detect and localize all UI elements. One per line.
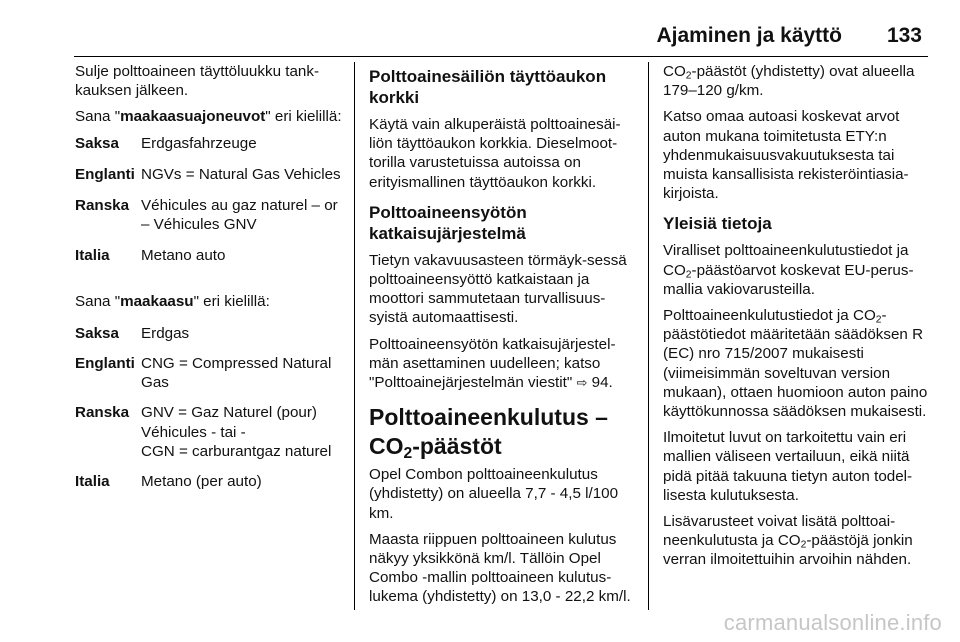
- column-divider-2: [648, 62, 649, 610]
- watermark: carmanualsonline.info: [723, 610, 942, 635]
- intro-paragraph: Sulje polttoaineen täyttöluukku tank-kauksen jälkeen.: [75, 63, 320, 100]
- table-row: Saksa Erdgas: [75, 324, 190, 342]
- fuel-cutoff-reset-paragraph: Polttoaineensyötön katkaisujärjestel-män asettaminen uudelleen; katso "Polttoainejärjestelmän viestit" ⇨ 94.: [369, 335, 616, 392]
- column-2: [369, 62, 635, 614]
- chapter-title: Ajaminen ja käyttö: [656, 24, 842, 47]
- comparison-paragraph: Ilmoitetut luvut on tarkoitettu vain eri mallien väliseen vertailuun, eikä niitä pidä pitää takuuna tietyn auton todel-lisesta kulutuksesta.: [663, 429, 913, 504]
- header-divider: [74, 56, 928, 57]
- co2-range-paragraph: $CO_2$-päästöt (yhdistetty) ovat alueella 179–120 g/km.: [663, 63, 915, 100]
- official-data-paragraph: Viralliset polttoaineenkulutustiedot ja $CO_2$-päästöarvot koskevat EU-perus-mallia vakiovarusteilla.: [663, 242, 914, 298]
- heading-consumption: Polttoaineenkulutus – $CO_2$-päästöt: [369, 404, 608, 463]
- accessories-paragraph: Lisävarusteet voivat lisätä polttoai-neenkulutusta ja $CO_2$-päästöjä jonkin verran ilmoitettuihin arvoihin nähden.: [663, 513, 913, 569]
- table-row: Italia Metano auto: [75, 247, 226, 265]
- heading-general-info: Yleisiä tietoja: [663, 214, 772, 234]
- page-number: 133: [886, 24, 922, 47]
- page-reference-icon: ⇨: [576, 375, 588, 391]
- heading-fuel-cutoff: Polttoaineensyötön katkaisujärjestelmä: [369, 202, 527, 243]
- column-1: [75, 62, 343, 502]
- sana2-paragraph: Sana "maakaasu" eri kielillä:: [75, 292, 270, 310]
- table-row: Saksa Erdgasfahrzeuge: [75, 134, 257, 152]
- page-header: [0, 0, 960, 56]
- consumption-kml-paragraph: Maasta riippuen polttoaineen kulutus näkyy yksikkönä km/l. Tällöin Opel Combo -mallin polttoaineen kulutus-lukema (yhdistetty) on 13,0 - 22,2 km/l.: [369, 530, 631, 606]
- reference-values-paragraph: Katso omaa autoasi koskevat arvot auton mukana toimitetusta ETY:n yhdenmukaisuusvakuutuksesta tai muista kansallisista rekisteröintiasia-kirjoista.: [663, 108, 909, 203]
- table-row: Englanti CNG = Compressed Natural Gas: [75, 355, 332, 392]
- table-row: Englanti NGVs = Natural Gas Vehicles: [75, 165, 341, 183]
- sana1-paragraph: Sana "maakaasuajoneuvot" eri kielillä:: [75, 108, 342, 126]
- column-3: [663, 62, 931, 577]
- term-maakaasuajoneuvot: maakaasuajoneuvot: [120, 108, 266, 126]
- column-divider-1: [354, 62, 355, 610]
- consumption-paragraph: Opel Combon polttoaineenkulutus (yhdistetty) on alueella 7,7 - 4,5 l/100 km.: [369, 466, 619, 522]
- language-table-1: [75, 134, 343, 266]
- table-row: Italia Metano (per auto): [75, 473, 262, 491]
- heading-fuel-cap: Polttoainesäiliön täyttöaukon korkki: [369, 67, 607, 107]
- fuel-cutoff-paragraph: Tietyn vakavuusasteen törmäyk-sessä polttoaineensyöttö katkaistaan ja moottori sammutetaan turvallisuus-syistä automaattisesti.: [369, 251, 627, 327]
- fuel-cap-paragraph: Käytä vain alkuperäistä polttoainesäi-liön täyttöaukon korkkia. Dieselmoot-torilla varustetuissa autoissa on erityismallinen täyttöaukon korkki.: [369, 116, 621, 191]
- term-maakaasu: maakaasu: [120, 292, 194, 310]
- table-row: Ranska GNV = Gaz Naturel (pour) Véhicules - tai - CGN = carburantgaz naturel: [75, 404, 332, 460]
- regulation-paragraph: Polttoaineenkulutustiedot ja $CO_2$-päästötiedot määritetään säädöksen R (EC) nro 715/2007 mukaisesti (viimeisimmän soveltuvan version mukaan), ottaen huomioon auton paino käyttökunnossa säädöksen mukaisesti.: [663, 307, 928, 421]
- table-row: Ranska Véhicules au gaz naturel – or – Véhicules GNV: [75, 197, 338, 234]
- language-table-2: [75, 324, 343, 491]
- page-reference[interactable]: 94.: [591, 374, 613, 392]
